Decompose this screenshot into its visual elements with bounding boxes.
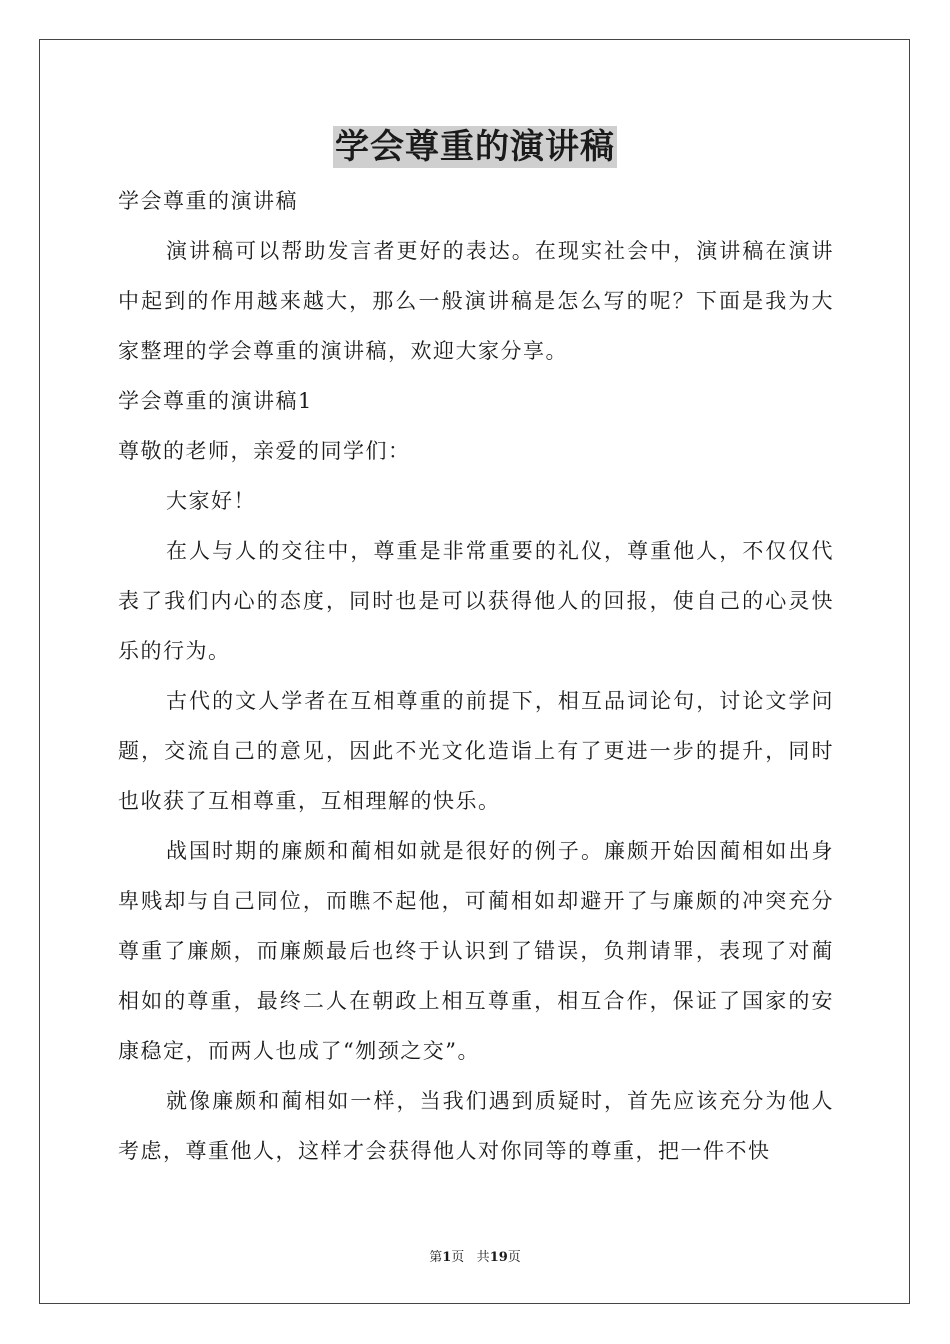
page-footer xyxy=(0,1248,950,1268)
body-paragraph: 就像廉颇和蔺相如一样，当我们遇到质疑时，首先应该充分为他人考虑，尊重他人，这样才会获得他人对你同等的尊重，把一件不快 xyxy=(118,1089,834,1163)
body-paragraph: 大家好！ xyxy=(166,489,256,513)
body-paragraph: 古代的文人学者在互相尊重的前提下，相互品词论句，讨论文学问题，交流自己的意见，因此不光文化造诣上有了更进一步的提升，同时也收获了互相尊重，互相理解的快乐。 xyxy=(118,689,834,813)
body-paragraph: 尊敬的老师，亲爱的同学们： xyxy=(118,439,411,463)
body-paragraph: 在人与人的交往中，尊重是非常重要的礼仪，尊重他人，不仅仅代表了我们内心的态度，同时也是可以获得他人的回报，使自己的心灵快乐的行为。 xyxy=(118,539,834,663)
body-paragraph: 战国时期的廉颇和蔺相如就是很好的例子。廉颇开始因蔺相如出身卑贱却与自己同位，而瞧不起他，可蔺相如却避开了与廉颇的冲突充分尊重了廉颇，而廉颇最后也终于认识到了错误，负荆请罪，表现了对蔺相如的尊重，最终二人在朝政上相互尊重，相互合作，保证了国家的安康稳定，而两人也成了“刎颈之交”。 xyxy=(118,839,834,1063)
document-body xyxy=(118,176,834,1176)
body-paragraph: 学会尊重的演讲稿1 xyxy=(118,389,313,413)
body-paragraph: 学会尊重的演讲稿 xyxy=(118,189,298,213)
body-paragraph: 演讲稿可以帮助发言者更好的表达。在现实社会中，演讲稿在演讲中起到的作用越来越大，那么一般演讲稿是怎么写的呢？下面是我为大家整理的学会尊重的演讲稿，欢迎大家分享。 xyxy=(118,239,834,363)
total-pages-indicator: 共19页 xyxy=(476,1250,521,1265)
document-title xyxy=(0,126,950,168)
document-title-text: 学会尊重的演讲稿 xyxy=(335,127,615,167)
page-indicator: 第1页 xyxy=(429,1250,465,1265)
